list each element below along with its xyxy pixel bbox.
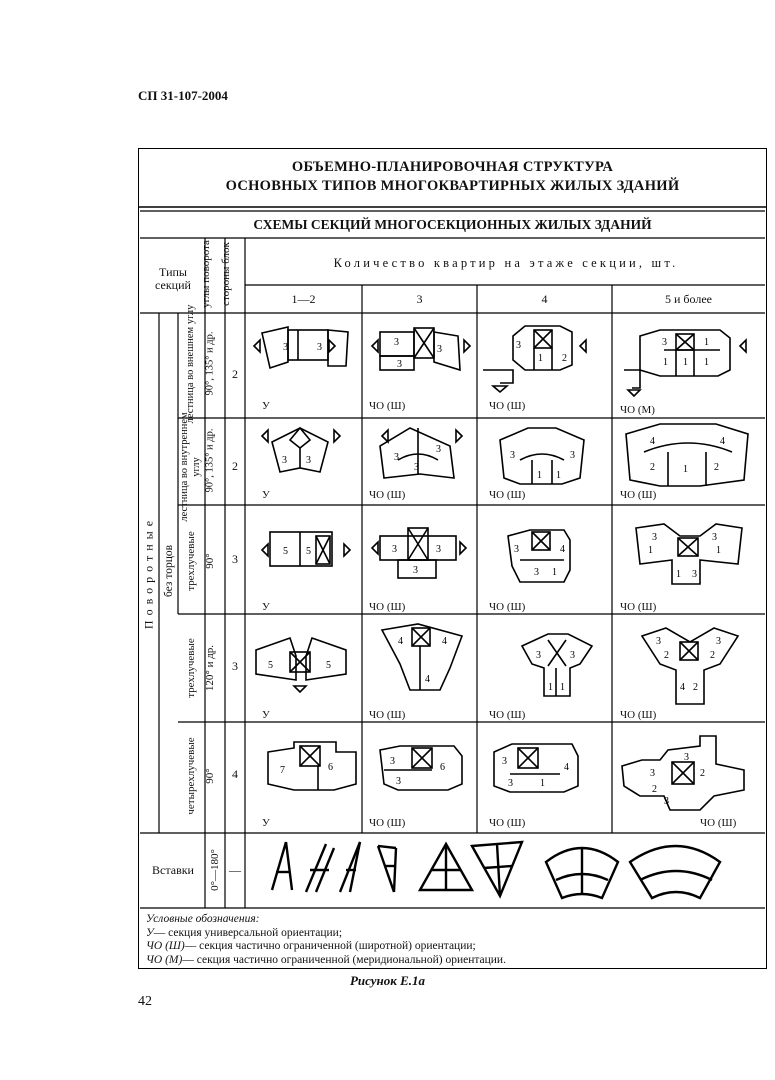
row4-type: трехлучевые xyxy=(185,638,197,698)
row3-sides: 3 xyxy=(232,552,238,566)
insert-shapes xyxy=(272,842,720,898)
svg-text:3: 3 xyxy=(437,344,442,355)
legend-text-3: — секция частично ограниченной (меридиональной) ориентации. xyxy=(182,953,506,966)
row1-sides: 2 xyxy=(232,367,238,381)
row2-sides: 2 xyxy=(232,459,238,473)
svg-text:1: 1 xyxy=(540,778,545,789)
scheme-r5c1 xyxy=(268,742,356,790)
svg-text:4: 4 xyxy=(425,674,430,685)
inserts-label: Вставки xyxy=(152,863,194,877)
row5-sides: 4 xyxy=(232,767,238,781)
svg-text:3: 3 xyxy=(514,544,519,555)
svg-text:3: 3 xyxy=(508,778,513,789)
document-code: СП 31-107-2004 xyxy=(138,88,228,103)
svg-text:3: 3 xyxy=(397,359,402,370)
scheme-r1c1 xyxy=(254,327,348,368)
svg-text:3: 3 xyxy=(570,450,575,461)
insert-6 xyxy=(472,842,522,896)
r5c3-label: ЧО (Ш) xyxy=(489,817,526,829)
r2c2-label: ЧО (Ш) xyxy=(369,489,406,501)
svg-text:5: 5 xyxy=(283,546,288,557)
row2-type: лестница во внутреннем углу xyxy=(179,412,202,522)
svg-text:4: 4 xyxy=(398,636,403,647)
scheme-r4c3 xyxy=(522,634,592,696)
svg-text:3: 3 xyxy=(692,569,697,580)
svg-text:2: 2 xyxy=(700,768,705,779)
scheme-r3c2 xyxy=(372,528,466,578)
scheme-r3c4 xyxy=(636,524,742,584)
svg-text:3: 3 xyxy=(536,650,541,661)
svg-text:3: 3 xyxy=(282,455,287,466)
r1c3-label: ЧО (Ш) xyxy=(489,400,526,412)
row1-type: лестница во внешнем углу xyxy=(185,304,196,424)
row5-type: четырехлучевые xyxy=(185,737,197,815)
row1-angle: 90°, 135° и др. xyxy=(204,331,216,396)
r4c4-label: ЧО (Ш) xyxy=(620,709,657,721)
svg-text:5: 5 xyxy=(326,660,331,671)
svg-text:3: 3 xyxy=(570,650,575,661)
svg-text:6: 6 xyxy=(328,762,333,773)
row3-type: трехлучевые xyxy=(185,531,197,591)
group-no-ends: без торцов xyxy=(163,544,175,598)
r3c3-label: ЧО (Ш) xyxy=(489,601,526,613)
svg-text:3: 3 xyxy=(390,756,395,767)
scheme-r5c3 xyxy=(494,744,578,792)
scheme-r1c2 xyxy=(372,328,470,370)
legend-key-1: У xyxy=(146,926,154,939)
r1c1-label: У xyxy=(262,400,270,412)
scheme-r4c2 xyxy=(382,624,462,690)
svg-text:3: 3 xyxy=(716,636,721,647)
scheme-r2c4 xyxy=(626,424,748,486)
svg-text:3: 3 xyxy=(396,776,401,787)
title-line-1: ОБЪЕМНО-ПЛАНИРОВОЧНАЯ СТРУКТУРА xyxy=(291,159,614,175)
legend-item-1 xyxy=(146,927,756,941)
svg-text:4: 4 xyxy=(442,636,447,647)
legend-item-2 xyxy=(146,940,756,954)
insert-1 xyxy=(272,842,292,890)
legend-key-2: ЧО (Ш) xyxy=(146,940,185,952)
svg-text:3: 3 xyxy=(392,544,397,555)
svg-text:3: 3 xyxy=(414,462,419,473)
svg-text:3: 3 xyxy=(652,532,657,543)
svg-text:4: 4 xyxy=(650,436,655,447)
svg-text:1: 1 xyxy=(663,357,668,368)
r3c1-label: У xyxy=(262,601,270,613)
svg-text:3: 3 xyxy=(436,544,441,555)
svg-text:2: 2 xyxy=(652,784,657,795)
svg-text:2: 2 xyxy=(693,682,698,693)
legend xyxy=(146,913,756,967)
svg-text:1: 1 xyxy=(560,682,565,693)
svg-text:3: 3 xyxy=(436,444,441,455)
svg-text:1: 1 xyxy=(648,545,653,556)
insert-4 xyxy=(378,846,396,892)
r5c1-label: У xyxy=(262,817,270,829)
svg-text:2: 2 xyxy=(664,650,669,661)
legend-item-3 xyxy=(146,954,756,968)
svg-text:3: 3 xyxy=(684,752,689,763)
svg-text:2: 2 xyxy=(714,462,719,473)
row2-angle: 90°, 135° и др. xyxy=(204,428,216,493)
inserts-angle: 0°—180° xyxy=(209,849,221,891)
svg-text:1: 1 xyxy=(716,545,721,556)
svg-text:1: 1 xyxy=(676,569,681,580)
page-number: 42 xyxy=(138,994,152,1009)
svg-text:3: 3 xyxy=(317,342,322,353)
svg-text:4: 4 xyxy=(560,544,565,555)
figure-caption: Рисунок Е.1а xyxy=(349,973,426,988)
row4-sides: 3 xyxy=(232,659,238,673)
col-header-2: 3 xyxy=(416,292,423,306)
insert-2 xyxy=(306,844,334,892)
svg-text:1: 1 xyxy=(683,357,688,368)
table-subtitle: СХЕМЫ СЕКЦИЙ МНОГОСЕКЦИОННЫХ ЖИЛЫХ ЗДАНИЙ xyxy=(253,217,652,232)
group-rotational: Поворотные xyxy=(141,515,156,630)
r5c4-label: ЧО (Ш) xyxy=(700,817,737,829)
r3c4-label: ЧО (Ш) xyxy=(620,601,657,613)
row5-angle: 90° xyxy=(204,768,216,784)
scheme-r2c3 xyxy=(500,428,584,484)
svg-text:1: 1 xyxy=(538,353,543,364)
count-header: Количество квартир на этаже секции, шт. xyxy=(333,256,679,270)
r4c1-label: У xyxy=(262,709,270,721)
svg-text:3: 3 xyxy=(664,796,669,807)
r2c1-label: У xyxy=(262,489,270,501)
r2c4-label: ЧО (Ш) xyxy=(620,489,657,501)
scheme-r5c2 xyxy=(380,746,462,790)
svg-text:1: 1 xyxy=(704,357,709,368)
insert-3 xyxy=(340,842,360,892)
r2c3-label: ЧО (Ш) xyxy=(489,489,526,501)
svg-text:3: 3 xyxy=(510,450,515,461)
svg-text:2: 2 xyxy=(650,462,655,473)
scheme-r2c1 xyxy=(262,428,340,472)
svg-text:1: 1 xyxy=(556,470,561,481)
scheme-r5c4 xyxy=(622,736,744,810)
row4-angle: 120° и др. xyxy=(204,644,216,692)
row3-angle: 90° xyxy=(204,553,216,569)
r4c2-label: ЧО (Ш) xyxy=(369,709,406,721)
svg-text:1: 1 xyxy=(548,682,553,693)
sides-header: стороны блок xyxy=(220,242,232,306)
svg-text:3: 3 xyxy=(283,342,288,353)
svg-text:3: 3 xyxy=(656,636,661,647)
insert-7 xyxy=(546,848,618,898)
scheme-r3c3 xyxy=(508,530,570,582)
scheme-r4c1 xyxy=(256,638,346,692)
svg-text:2: 2 xyxy=(710,650,715,661)
svg-text:1: 1 xyxy=(683,464,688,475)
legend-title: Условные обозначения: xyxy=(146,913,260,925)
svg-text:4: 4 xyxy=(564,762,569,773)
col-header-1: 1—2 xyxy=(291,292,316,306)
svg-text:3: 3 xyxy=(662,337,667,348)
scheme-r4c4 xyxy=(642,628,738,704)
insert-5 xyxy=(420,844,472,890)
svg-text:4: 4 xyxy=(680,682,685,693)
svg-text:1: 1 xyxy=(704,337,709,348)
svg-text:3: 3 xyxy=(502,756,507,767)
r1c2-label: ЧО (Ш) xyxy=(369,400,406,412)
svg-text:3: 3 xyxy=(413,565,418,576)
svg-text:4: 4 xyxy=(720,436,725,447)
inserts-sides: — xyxy=(229,863,241,877)
svg-text:7: 7 xyxy=(280,765,285,776)
svg-text:5: 5 xyxy=(306,546,311,557)
r3c2-label: ЧО (Ш) xyxy=(369,601,406,613)
r1c4-label: ЧО (М) xyxy=(620,404,655,416)
col-header-4: 5 и более xyxy=(664,292,712,306)
svg-text:3: 3 xyxy=(650,768,655,779)
svg-text:3: 3 xyxy=(534,567,539,578)
svg-text:3: 3 xyxy=(712,532,717,543)
svg-text:1: 1 xyxy=(552,567,557,578)
scheme-r1c4 xyxy=(624,330,746,396)
scheme-r1c3 xyxy=(483,326,586,392)
svg-text:2: 2 xyxy=(562,353,567,364)
svg-text:3: 3 xyxy=(306,455,311,466)
col-header-3: 4 xyxy=(541,292,548,306)
svg-text:6: 6 xyxy=(440,762,445,773)
legend-text-1: — секция универсальной ориентации; xyxy=(153,926,343,939)
legend-key-3: ЧО (М) xyxy=(146,953,183,966)
angle-header: углы поворота xyxy=(200,240,212,308)
scheme-r3c1 xyxy=(262,532,350,566)
svg-text:3: 3 xyxy=(394,337,399,348)
title-line-2: ОСНОВНЫХ ТИПОВ МНОГОКВАРТИРНЫХ ЖИЛЫХ ЗДАНИЙ xyxy=(225,178,680,194)
svg-text:3: 3 xyxy=(394,452,399,463)
r5c2-label: ЧО (Ш) xyxy=(369,817,406,829)
scheme-r2c2 xyxy=(380,428,462,478)
insert-8 xyxy=(630,846,720,898)
r4c3-label: ЧО (Ш) xyxy=(489,709,526,721)
svg-text:5: 5 xyxy=(268,660,273,671)
svg-text:3: 3 xyxy=(516,340,521,351)
types-header: Типы секций xyxy=(155,265,191,292)
legend-text-2: — секция частично ограниченной (широтной) ориентации; xyxy=(184,940,476,952)
svg-text:1: 1 xyxy=(537,470,542,481)
